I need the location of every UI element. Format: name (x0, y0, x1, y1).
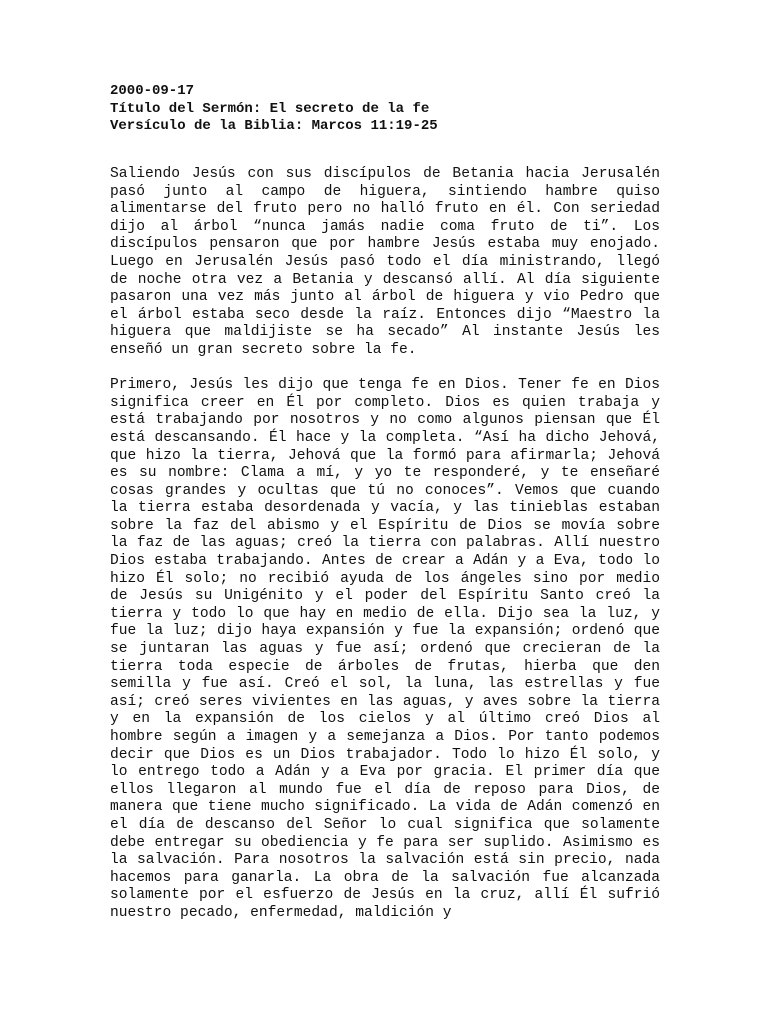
sermon-header (110, 83, 670, 136)
sermon-title: Título del Sermón: El secreto de la fe (110, 100, 430, 117)
paragraph-first-point: Primero, Jesús les dijo que tenga fe en Dios. Tener fe en Dios significa creer en Él por completo. Dios es quien trabaja y está trabajando por nosotros y no como algunos piensan que Él está descansando. Él hace y la completa. “Así ha dicho Jehová, que hizo la tierra, Jehová que la formó para afirmarla; Jehová es su nombre: Clama a mí, y yo te responderé, y te enseñaré cosas grandes y ocultas que tú no conoces”. Vemos que cuando la tierra estaba desordenada y vacía, y las tinieblas estaban sobre la faz del abismo y el Espíritu de Dios se movía sobre la faz de las aguas; creó la tierra con palabras. Allí nuestro Dios estaba trabajando. Antes de crear a Adán y a Eva, todo lo hizo Él solo; no recibió ayuda de los ángeles sino por medio de Jesús su Unigénito y el poder del Espíritu Santo creó la tierra y todo lo que hay en medio de ella. Dijo sea la luz, y fue la luz; dijo haya expansión y fue la expansión; ordenó que se juntaran las aguas y fue así; ordenó que crecieran de la tierra toda especie de árboles de frutas, hierba que den semilla y fue así. Creó el sol, la luna, las estrellas y fue así; creó seres vivientes en las aguas, y aves sobre la tierra y en la expansión de los cielos y al último creó Dios al hombre según a imagen y a semejanza a Dios. Por tanto podemos decir que Dios es un Dios trabajador. Todo lo hizo Él solo, y lo entrego todo a Adán y a Eva por gracia. El primer día que ellos llegaron al mundo fue el día de reposo para Dios, de manera que tiene mucho significado. La vida de Adán comenzó en el día de descanso del Señor lo cual significa que solamente debe entregar su obediencia y fe para ser suplido. Asimismo es la salvación. Para nosotros la salvación está sin precio, nada hacemos para ganarla. La obra de la salvación fue alcanzada solamente por el esfuerzo de Jesús en la cruz, allí Él sufrió nuestro pecado, enfermedad, maldición y (110, 377, 660, 921)
sermon-body (110, 166, 660, 940)
bible-verse: Versículo de la Biblia: Marcos 11:19-25 (110, 118, 438, 135)
paragraph-intro: Saliendo Jesús con sus discípulos de Betania hacia Jerusalén pasó junto al campo de higuera, sintiendo hambre quiso alimentarse del fruto pero no halló fruto en él. Con seriedad dijo al árbol “nunca jamás nadie coma fruto de ti”. Los discípulos pensaron que por hambre Jesús estaba muy enojado. Luego en Jerusalén Jesús pasó todo el día ministrando, llegó de noche otra vez a Betania y descansó allí. Al día siguiente pasaron una vez más junto al árbol de higuera y vio Pedro que el árbol estaba seco desde la raíz. Entonces dijo “Maestro la higuera que maldijiste se ha secado” Al instante Jesús les enseñó un gran secreto sobre la fe. (110, 166, 660, 358)
sermon-date: 2000-09-17 (110, 83, 195, 99)
